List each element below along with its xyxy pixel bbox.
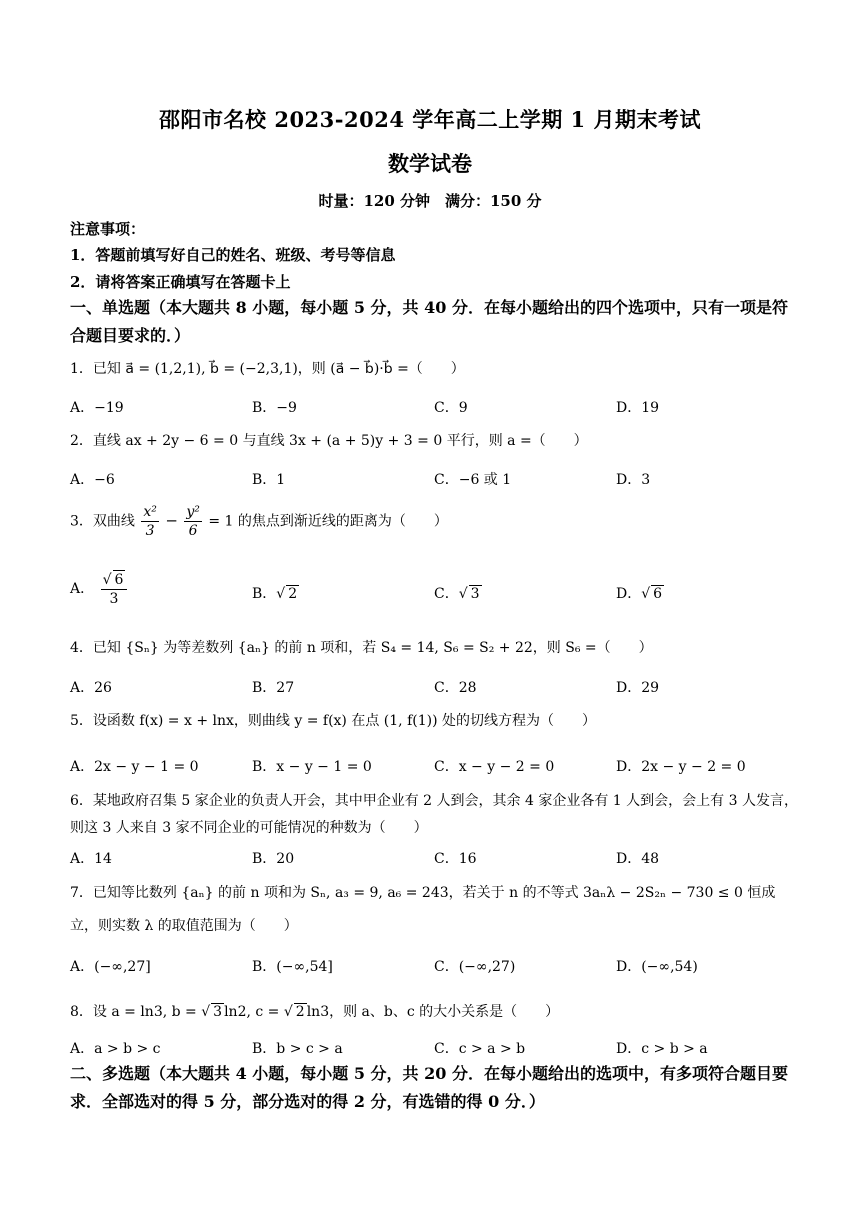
section-heading-multiple-choice: 二、多选题（本大题共 4 小题，每小题 5 分，共 20 分．在每小题给出的选项中，有多项符合题目要求．全部选对的得 5 分，部分选对的得 2 分，有选错的得 0 分．）: [70, 1064, 788, 1111]
option-b: B．−9: [252, 400, 297, 416]
option-a: A．−6: [70, 472, 115, 488]
option-a: A．(−∞,27]: [70, 959, 151, 975]
note-item: 2．请将答案正确填写在答题卡上: [70, 273, 291, 291]
section-heading-single-choice: 一、单选题（本大题共 8 小题，每小题 5 分，共 40 分．在每小题给出的四个选项中，只有一项是符合题目要求的．）: [70, 298, 788, 345]
option-a: A．14: [70, 851, 112, 867]
question-1-stem: 1．已知 a⃗ = (1,2,1), b⃗ = (−2,3,1)，则 (a⃗ − b⃗)·b⃗ =（ ）: [70, 361, 465, 377]
option-b: B．27: [252, 680, 295, 696]
option-label: C．: [434, 586, 459, 602]
sqrt-radicand: 3: [470, 586, 480, 602]
fraction-numerator: √ 6: [101, 570, 128, 590]
fraction-numerator: x²: [143, 504, 157, 520]
fraction: [184, 503, 202, 540]
option-d: D．19: [616, 400, 660, 416]
q8-stem-mid: ln2, c =: [224, 1004, 280, 1020]
option-label: D．: [616, 586, 642, 602]
q3-stem-pre: 3．双曲线: [70, 513, 135, 530]
option-d: D．c > b > a: [616, 1041, 708, 1057]
question-6-stem: 6．某地政府召集 5 家企业的负责人开会，其中甲企业有 2 人到会，其余 4 家企业各有 1 人到会，会上有 3 人发言，则这 3 人来自 3 家不同企业的可能情况的种数为（ ）: [70, 793, 798, 836]
q8-stem-pre: 8．设 a = ln3, b =: [70, 1004, 197, 1020]
question-2-stem: 2．直线 ax + 2y − 6 = 0 与直线 3x + (a + 5)y + 3 = 0 平行，则 a =（ ）: [70, 433, 588, 449]
exam-meta: 时量：120 分钟 满分：150 分: [318, 192, 542, 210]
option-b: B．1: [252, 472, 286, 488]
question-8-stem: 8．设 a = ln3, b = √ 3 ln2, c = √ 2 ln3，则 a、b、c 的大小关系是（ ）: [70, 1004, 560, 1020]
fraction-denominator: 3: [145, 523, 155, 539]
option-label: B．: [252, 586, 277, 602]
question-5-stem: 5．设函数 f(x) = x + lnx，则曲线 y = f(x) 在点 (1, f(1)) 处的切线方程为（ ）: [70, 713, 596, 729]
sqrt-radicand: 6: [653, 586, 663, 602]
exam-subtitle: 数学试卷: [388, 151, 472, 176]
sqrt-radicand: 3: [213, 1004, 223, 1020]
option-d: D．3: [616, 472, 651, 488]
option-c: C．−6 或 1: [434, 472, 512, 488]
option-c: C．√ 3: [434, 586, 480, 602]
fraction: [141, 503, 159, 540]
option-c: C．16: [434, 851, 477, 867]
fraction-denominator: 6: [188, 523, 198, 539]
option-a: A．a > b > c: [70, 1041, 161, 1057]
option-a: [70, 570, 129, 608]
fraction-denominator: 3: [109, 591, 119, 607]
question-4-stem: 4．已知 {Sₙ} 为等差数列 {aₙ} 的前 n 项和，若 S₄ = 14, S₆ = S₂ + 22，则 S₆ =（ ）: [70, 640, 653, 656]
exam-title: 邵阳市名校 2023-2024 学年高二上学期 1 月期末考试: [159, 107, 701, 132]
note-item: 1．答题前填写好自己的姓名、班级、考号等信息: [70, 246, 396, 264]
option-c: C．c > a > b: [434, 1041, 526, 1057]
option-a: A．26: [70, 680, 112, 696]
question-3-stem: 3．双曲线 $\frac{\text{x²}}{3}$ − $\frac{\text{y²}}{6}$ = 1 的焦点到渐近线的距离为（ ）: [70, 504, 448, 539]
option-b: B．b > c > a: [252, 1041, 343, 1057]
q8-stem-post: ln3，则 a、b、c 的大小关系是（ ）: [306, 1004, 560, 1020]
option-b: B．x − y − 1 = 0: [252, 759, 372, 775]
option-c: C．x − y − 2 = 0: [434, 759, 555, 775]
question-7-stem: 7．已知等比数列 {aₙ} 的前 n 项和为 Sₙ, a₃ = 9, a₆ = 243，若关于 n 的不等式 3aₙλ − 2S₂ₙ − 730 ≤ 0 恒成立，则实数 λ 的取值范围为（ ）: [70, 885, 776, 934]
q3-stem-post: = 1 的焦点到渐近线的距离为（ ）: [208, 513, 448, 530]
option-label: A．: [70, 581, 95, 597]
option-d: D．√ 6: [616, 586, 663, 602]
option-a: A．−19: [70, 400, 124, 416]
option-d: D．48: [616, 851, 660, 867]
sqrt-radicand: 2: [295, 1004, 305, 1020]
option-b: B．√ 2: [252, 586, 298, 602]
fraction: [101, 570, 128, 608]
option-b: B．20: [252, 851, 295, 867]
option-c: C．(−∞,27): [434, 959, 516, 975]
sqrt-radicand: 2: [288, 586, 298, 602]
option-c: C．28: [434, 680, 477, 696]
sqrt-radicand: 6: [114, 572, 124, 588]
option-d: D．(−∞,54): [616, 959, 698, 975]
option-d: D．2x − y − 2 = 0: [616, 759, 746, 775]
option-a: A．2x − y − 1 = 0: [70, 759, 199, 775]
option-d: D．29: [616, 680, 660, 696]
option-c: C．9: [434, 400, 468, 416]
option-b: B．(−∞,54]: [252, 959, 333, 975]
notes-heading: 注意事项：: [70, 220, 146, 238]
fraction-numerator: y²: [186, 504, 200, 520]
